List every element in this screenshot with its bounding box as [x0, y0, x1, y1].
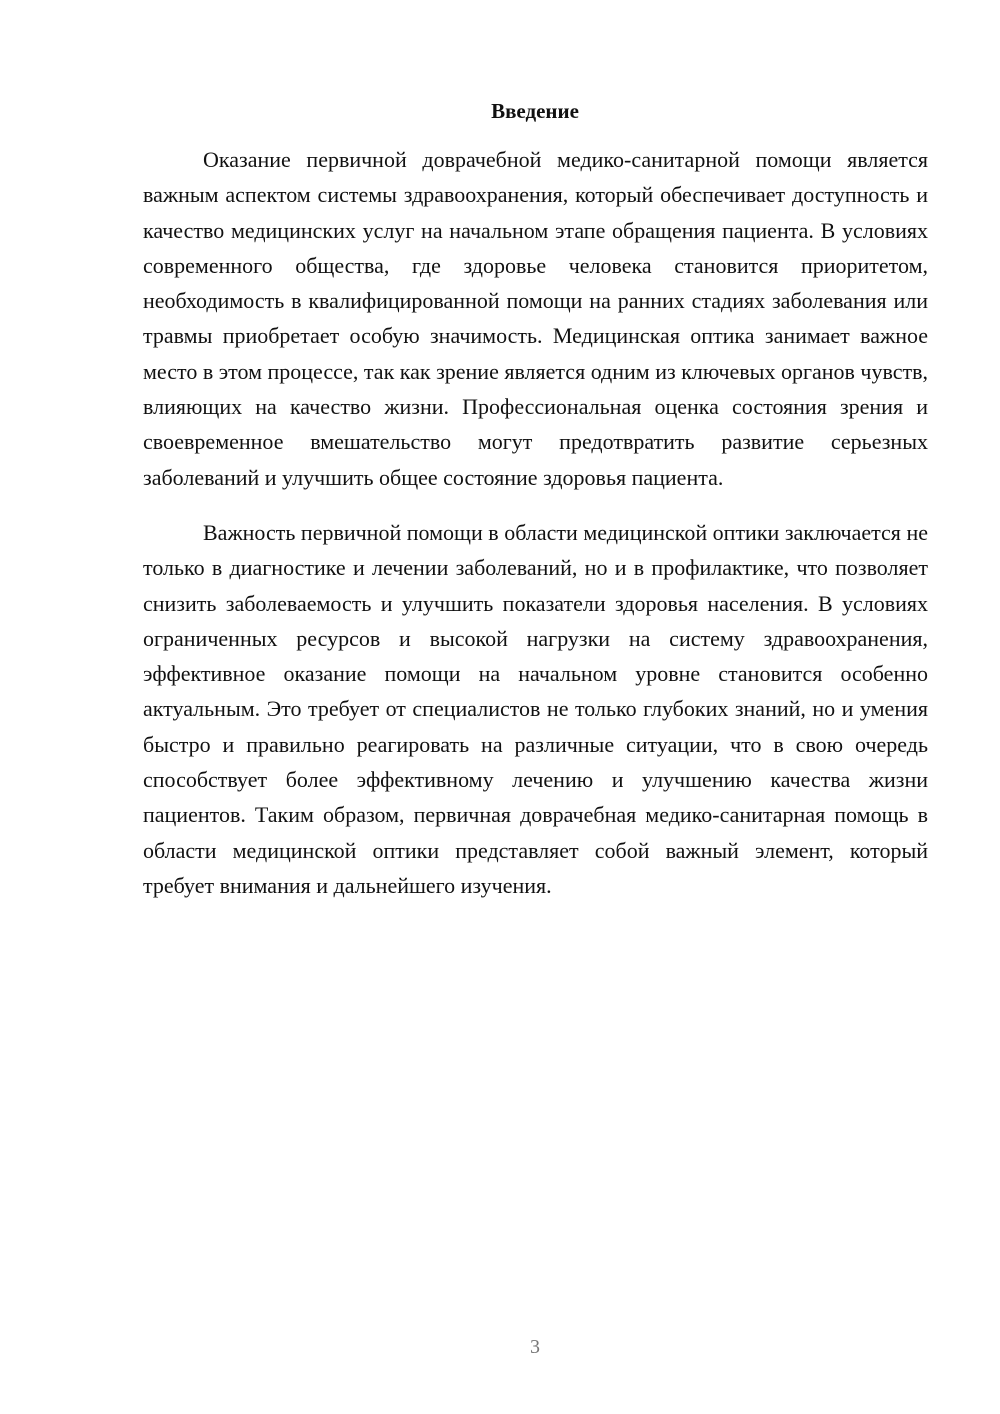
- paragraph-1: Оказание первичной доврачебной медико-санитарной помощи является важным аспектом системы здравоохранения, который обеспечивает доступность и качество медицинских услуг на начальном этапе обращения пациента. В условиях современного общества, где здоровье человека становится приоритетом, необходимость в квалифицированной помощи на ранних стадиях заболевания или травмы приобретает особую значимость. Медицинская оптика занимает важное место в этом процессе, так как зрение является одним из ключевых органов чувств, влияющих на качество жизни. Профессиональная оценка состояния зрения и своевременное вмешательство могут предотвратить развитие серьезных заболеваний и улучшить общее состояние здоровья пациента.: [143, 147, 928, 490]
- page-number: 3: [530, 1336, 540, 1358]
- body-text: [143, 142, 928, 903]
- section-title: Введение: [491, 99, 579, 123]
- paragraph-2: Важность первичной помощи в области медицинской оптики заключается не только в диагностике и лечении заболеваний, но и в профилактике, что позволяет снизить заболеваемость и улучшить показатели здоровья населения. В условиях ограниченных ресурсов и высокой нагрузки на систему здравоохранения, эффективное оказание помощи на начальном уровне становится особенно актуальным. Это требует от специалистов не только глубоких знаний, но и умения быстро и правильно реагировать на различные ситуации, что в свою очередь способствует более эффективному лечению и улучшению качества жизни пациентов. Таким образом, первичная доврачебная медико-санитарная помощь в области медицинской оптики представляет собой важный элемент, который требует внимания и дальнейшего изучения.: [143, 519, 928, 898]
